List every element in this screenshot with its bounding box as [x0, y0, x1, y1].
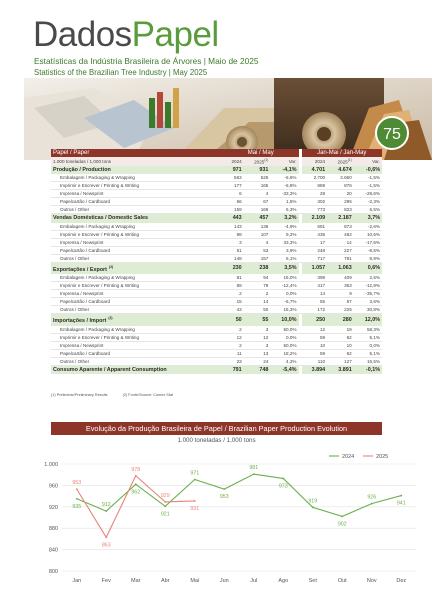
cell-value: 157 — [244, 254, 271, 262]
cell-value: 2.109 — [302, 214, 328, 223]
row-label: Outros / Other — [51, 306, 223, 314]
cell-value: -28,6% — [354, 190, 382, 198]
cell-value: 9,2% — [270, 230, 298, 238]
brand-green-text: Papel — [131, 15, 219, 54]
row-label: Imprimir e Escrever / Printing & Writing — [51, 230, 223, 238]
brand-logo — [33, 16, 219, 54]
cell-value: 67 — [244, 198, 271, 206]
table-row — [51, 190, 382, 198]
cell-value: 165 — [244, 182, 271, 190]
data-label: 953 — [72, 480, 82, 487]
y-tick-label: 840 — [48, 547, 58, 554]
cell-value: 62 — [327, 333, 354, 341]
cell-value: 250 — [302, 314, 328, 326]
y-tick-label: 800 — [48, 569, 58, 575]
cell-value: 417 — [302, 282, 328, 290]
cell-value: 4.674 — [327, 166, 354, 175]
x-tick-label: Jul — [250, 578, 258, 584]
table-row — [51, 238, 382, 246]
cell-value: 0,0% — [270, 333, 298, 341]
cell-value: 28 — [302, 190, 328, 198]
data-point — [76, 498, 78, 500]
cell-value: 1.063 — [327, 262, 354, 274]
row-label: Embalagem / Packaging & Wrapping — [51, 274, 223, 282]
cell-value: 43 — [223, 306, 244, 314]
data-point — [105, 536, 107, 538]
cell-value: 9 — [327, 290, 354, 298]
data-label: 935 — [72, 503, 82, 510]
data-point — [253, 473, 255, 475]
table-row — [51, 246, 382, 254]
cell-value: -1,5% — [354, 174, 382, 182]
cell-value: 14 — [302, 290, 328, 298]
cell-value: 971 — [223, 166, 244, 175]
cell-value: 1,5% — [270, 198, 298, 206]
table-header-row — [51, 149, 382, 157]
cell-value: 15 — [223, 298, 244, 306]
x-tick-label: Mai — [190, 578, 200, 584]
chart-subtitle: 1.000 toneladas / 1,000 tons — [177, 437, 256, 444]
page-number-badge: 75 — [375, 116, 409, 150]
row-label: Outros / Other — [51, 254, 223, 262]
cell-value: 148 — [223, 254, 244, 262]
data-point — [76, 488, 78, 490]
data-label: 973 — [278, 483, 288, 490]
cell-value: 50 — [223, 314, 244, 326]
cell-value: 143 — [223, 223, 244, 231]
cell-value: 59 — [302, 349, 328, 357]
cell-value: 2 — [223, 326, 244, 334]
data-label: 981 — [249, 465, 259, 472]
data-point — [282, 478, 284, 480]
cell-value: 17 — [302, 238, 328, 246]
cell-value: 931 — [244, 166, 271, 175]
x-tick-label: Jan — [72, 578, 82, 584]
cell-value: 225 — [327, 306, 354, 314]
cell-value: 563 — [223, 174, 244, 182]
table-title: Papel / Paper — [51, 149, 223, 157]
cell-value: 81 — [223, 274, 244, 282]
row-label: Exportações / Export $^{(2)}$ — [51, 262, 223, 274]
section-row — [51, 262, 382, 274]
cell-value: 14 — [244, 298, 271, 306]
table-row — [51, 282, 382, 290]
cell-value: 13 — [244, 349, 271, 357]
cell-value: -17,6% — [354, 238, 382, 246]
cell-value: 5,1% — [354, 349, 382, 357]
cell-value: 0,0% — [354, 341, 382, 349]
table-row — [51, 174, 382, 182]
data-label: 863 — [101, 542, 111, 549]
data-point — [105, 510, 107, 512]
cell-value: -1,5% — [354, 182, 382, 190]
cell-value: 748 — [244, 365, 271, 374]
cell-value: 10,0% — [270, 314, 298, 326]
data-label: 953 — [219, 494, 229, 501]
cell-value: 3,6% — [354, 298, 382, 306]
cell-value: 12 — [302, 326, 328, 334]
cell-value: 482 — [327, 230, 354, 238]
data-point — [164, 501, 166, 503]
cell-value: 12 — [223, 333, 244, 341]
table-subheader-row — [51, 157, 382, 166]
data-label: 978 — [131, 466, 141, 473]
row-label: Embalagem / Packaging & Wrapping — [51, 326, 223, 334]
cell-value: 50 — [244, 306, 271, 314]
group-jan-may-header: Jan-Mai / Jan-May — [302, 149, 382, 157]
row-label: Papelcartão / Cardboard — [51, 198, 223, 206]
cell-value: 5,1% — [354, 333, 382, 341]
cell-value: 110 — [302, 357, 328, 365]
legend-label: 2024 — [342, 454, 355, 460]
cell-value: 4 — [244, 190, 271, 198]
cell-value: -0,6% — [354, 166, 382, 175]
y-tick-label: 960 — [48, 483, 58, 490]
cell-value: 6,5% — [354, 206, 382, 214]
production-line-chart — [24, 446, 424, 594]
table-row — [51, 223, 382, 231]
cell-value: -8,5% — [354, 246, 382, 254]
cell-value: 6 — [223, 190, 244, 198]
x-tick-label: Mar — [131, 578, 141, 584]
x-tick-label: Abr — [160, 578, 170, 584]
cell-value: 55 — [244, 314, 271, 326]
cell-value: 443 — [223, 214, 244, 223]
cell-value: 526 — [244, 174, 271, 182]
col-2024-ytd: 2024 — [302, 157, 328, 166]
cell-value: 295 — [327, 198, 354, 206]
table-row — [51, 206, 382, 214]
cell-value: 3,2% — [270, 214, 298, 223]
cell-value: 8,9% — [354, 254, 382, 262]
cell-value: 53 — [244, 246, 271, 254]
row-label: Importações / Import $^{(2)}$ — [51, 314, 223, 326]
cell-value: -12,9% — [354, 282, 382, 290]
cell-value: 33,3% — [270, 238, 298, 246]
row-label: Imprensa / Newsprint — [51, 290, 223, 298]
cell-value: 3 — [244, 341, 271, 349]
data-point — [312, 506, 314, 508]
x-tick-label: Ago — [278, 578, 289, 584]
cell-value: -35,7% — [354, 290, 382, 298]
cell-value: 3 — [223, 238, 244, 246]
cell-value: 14 — [327, 238, 354, 246]
cell-value: 10,6% — [354, 230, 382, 238]
cell-value: 363 — [327, 282, 354, 290]
x-tick-label: Fev — [101, 578, 111, 584]
cell-value: 23 — [223, 357, 244, 365]
table-unit: 1.000 toneladas / 1,000 tons — [51, 157, 223, 166]
col-var: Var. — [270, 157, 298, 166]
cell-value: 19 — [327, 326, 354, 334]
cell-value: -2,6% — [354, 223, 382, 231]
cell-value: 0,6% — [354, 262, 382, 274]
cell-value: 4 — [244, 238, 271, 246]
cell-value: 4,3% — [270, 357, 298, 365]
data-point — [400, 495, 402, 497]
cell-value: 227 — [327, 246, 354, 254]
cell-value: 773 — [302, 206, 328, 214]
cell-value: 16,3% — [270, 306, 298, 314]
cell-value: 2,5% — [354, 274, 382, 282]
subtitle-en: Statistics of the Brazilian Tree Industry | May 2025 — [34, 68, 208, 77]
data-label: 919 — [308, 498, 318, 505]
data-label: 941 — [396, 500, 406, 507]
table-row — [51, 349, 382, 357]
row-label: Consumo Aparente / Apparent Consumption — [51, 365, 223, 374]
cell-value: 2 — [223, 290, 244, 298]
cell-value: 55 — [302, 298, 328, 306]
cell-value: 673 — [327, 223, 354, 231]
cell-value: 0,0% — [270, 290, 298, 298]
cell-value: 3 — [244, 326, 271, 334]
cell-value: -33,3% — [270, 190, 298, 198]
cell-value: 24 — [244, 357, 271, 365]
cell-value: 169 — [244, 206, 271, 214]
cell-value: 30,8% — [354, 306, 382, 314]
cell-value: 20 — [327, 190, 354, 198]
data-point — [135, 475, 137, 477]
x-tick-label: Out — [337, 578, 347, 584]
cell-value: 159 — [223, 206, 244, 214]
row-label: Embalagem / Packaging & Wrapping — [51, 174, 223, 182]
cell-value: 94 — [244, 274, 271, 282]
table-row — [51, 306, 382, 314]
y-tick-label: 920 — [48, 504, 58, 511]
cell-value: 2.700 — [302, 174, 328, 182]
cell-value: 2 — [223, 341, 244, 349]
cell-value: 436 — [302, 230, 328, 238]
cell-value: 18,2% — [270, 349, 298, 357]
cell-value: -4,1% — [270, 166, 298, 175]
table-row — [51, 341, 382, 349]
cell-value: 127 — [327, 357, 354, 365]
data-point — [135, 483, 137, 485]
total-row — [51, 365, 382, 374]
cell-value: 781 — [327, 254, 354, 262]
cell-value: 876 — [327, 182, 354, 190]
cell-value: 2 — [244, 290, 271, 298]
cell-value: 50,0% — [270, 326, 298, 334]
col-2025: 2025$^{(1)}$ — [244, 157, 271, 166]
cell-value: 16,0% — [270, 274, 298, 282]
row-label: Papelcartão / Cardboard — [51, 349, 223, 357]
section-row — [51, 166, 382, 175]
cell-value: 66 — [223, 198, 244, 206]
cell-value: 238 — [244, 262, 271, 274]
cell-value: -0,1% — [354, 365, 382, 374]
cell-value: 4.701 — [302, 166, 328, 175]
x-tick-label: Jun — [219, 578, 229, 584]
data-point — [341, 516, 343, 518]
data-label: 921 — [160, 511, 170, 518]
table-row — [51, 274, 382, 282]
chart-title: Evolução da Produção Brasileira de Papel / Brazilian Paper Production Evolution — [51, 422, 382, 435]
data-label: 926 — [367, 494, 377, 501]
table-row — [51, 254, 382, 262]
row-label: Embalagem / Packaging & Wrapping — [51, 223, 223, 231]
row-label: Imprensa / Newsprint — [51, 238, 223, 246]
cell-value: 58,3% — [354, 326, 382, 334]
subtitle-pt: Estatísticas da Indústria Brasileira de Árvores | Maio de 2025 — [34, 56, 259, 66]
cell-value: 3.894 — [302, 365, 328, 374]
table-row — [51, 230, 382, 238]
data-point — [194, 479, 196, 481]
data-point — [223, 488, 225, 490]
cell-value: -2,3% — [354, 198, 382, 206]
row-label: Imprimir e Escrever / Printing & Writing — [51, 282, 223, 290]
cell-value: 717 — [302, 254, 328, 262]
cell-value: 15,5% — [354, 357, 382, 365]
cell-value: 50,0% — [270, 341, 298, 349]
cell-value: 78 — [244, 282, 271, 290]
row-label: Papelcartão / Cardboard — [51, 298, 223, 306]
table-row — [51, 182, 382, 190]
cell-value: 230 — [223, 262, 244, 274]
cell-value: -6,8% — [270, 182, 298, 190]
table-notes — [51, 393, 187, 397]
cell-value: 2.660 — [327, 174, 354, 182]
cell-value: -6,6% — [270, 174, 298, 182]
cell-value: 823 — [327, 206, 354, 214]
paper-statistics-table — [51, 149, 382, 374]
group-may-header: Mai / May — [223, 149, 299, 157]
cell-value: 11 — [223, 349, 244, 357]
col-2025-ytd: 2025$^{(1)}$ — [327, 157, 354, 166]
cell-value: 791 — [223, 365, 244, 374]
data-point — [194, 500, 196, 502]
data-label: 929 — [160, 492, 170, 499]
cell-value: 177 — [223, 182, 244, 190]
cell-value: 89 — [223, 282, 244, 290]
cell-value: 12 — [244, 333, 271, 341]
table-row — [51, 290, 382, 298]
cell-value: 62 — [327, 349, 354, 357]
col-2024: 2024 — [223, 157, 244, 166]
data-label: 971 — [190, 470, 200, 477]
data-label: 962 — [131, 489, 141, 496]
y-tick-label: 880 — [48, 526, 58, 533]
cell-value: -4,9% — [270, 223, 298, 231]
row-label: Outros / Other — [51, 206, 223, 214]
note-source: (2) Fonte/Source: Comex Stat — [122, 393, 174, 397]
cell-value: 302 — [302, 198, 328, 206]
cell-value: -5,4% — [270, 365, 298, 374]
x-tick-label: Dez — [396, 578, 407, 584]
cell-value: 691 — [302, 223, 328, 231]
table-row — [51, 326, 382, 334]
cell-value: 409 — [327, 274, 354, 282]
cell-value: 889 — [302, 182, 328, 190]
cell-value: 2.187 — [327, 214, 354, 223]
data-label: 912 — [101, 502, 111, 509]
table-row — [51, 333, 382, 341]
cell-value: 107 — [244, 230, 271, 238]
cell-value: 3,7% — [354, 214, 382, 223]
cell-value: 98 — [223, 230, 244, 238]
data-label: 902 — [337, 521, 347, 528]
col-var-ytd: Var. — [354, 157, 382, 166]
y-tick-label: 1.000 — [44, 462, 58, 468]
cell-value: 10 — [302, 341, 328, 349]
cell-value: 57 — [327, 298, 354, 306]
cell-value: 59 — [302, 333, 328, 341]
cell-value: -6,7% — [270, 298, 298, 306]
row-label: Vendas Domésticas / Domestic Sales — [51, 214, 223, 223]
cell-value: 3,9% — [270, 246, 298, 254]
row-label: Imprimir e Escrever / Printing & Writing — [51, 182, 223, 190]
cell-value: 172 — [302, 306, 328, 314]
table-row — [51, 298, 382, 306]
table-row — [51, 357, 382, 365]
cell-value: 280 — [327, 314, 354, 326]
cell-value: 6,1% — [270, 254, 298, 262]
section-row — [51, 314, 382, 326]
cell-value: 10 — [327, 341, 354, 349]
cell-value: 12,0% — [354, 314, 382, 326]
cell-value: 51 — [223, 246, 244, 254]
brand-dark-text: Dados — [33, 15, 132, 54]
x-tick-label: Nov — [366, 578, 377, 584]
legend-label: 2025 — [376, 454, 389, 460]
cell-value: 248 — [302, 246, 328, 254]
cell-value: 136 — [244, 223, 271, 231]
data-point — [371, 503, 373, 505]
cell-value: 1.057 — [302, 262, 328, 274]
data-point — [164, 505, 166, 507]
row-label: Produção / Production — [51, 166, 223, 175]
row-label: Imprensa / Newsprint — [51, 341, 223, 349]
cell-value: -12,4% — [270, 282, 298, 290]
row-label: Outros / Other — [51, 357, 223, 365]
row-label: Imprimir e Escrever / Printing & Writing — [51, 333, 223, 341]
cell-value: 3.891 — [327, 365, 354, 374]
table-row — [51, 198, 382, 206]
cell-value: 6,3% — [270, 206, 298, 214]
series-line-2024 — [77, 474, 402, 516]
note-preliminary: (1) Preliminar/Preliminary Results — [51, 393, 108, 397]
cell-value: 457 — [244, 214, 271, 223]
cell-value: 399 — [302, 274, 328, 282]
header-banner-image — [24, 78, 432, 160]
data-label: 931 — [190, 505, 200, 512]
x-tick-label: Set — [308, 578, 317, 584]
row-label: Papelcartão / Cardboard — [51, 246, 223, 254]
section-row — [51, 214, 382, 223]
row-label: Imprensa / Newsprint — [51, 190, 223, 198]
cell-value: 3,5% — [270, 262, 298, 274]
